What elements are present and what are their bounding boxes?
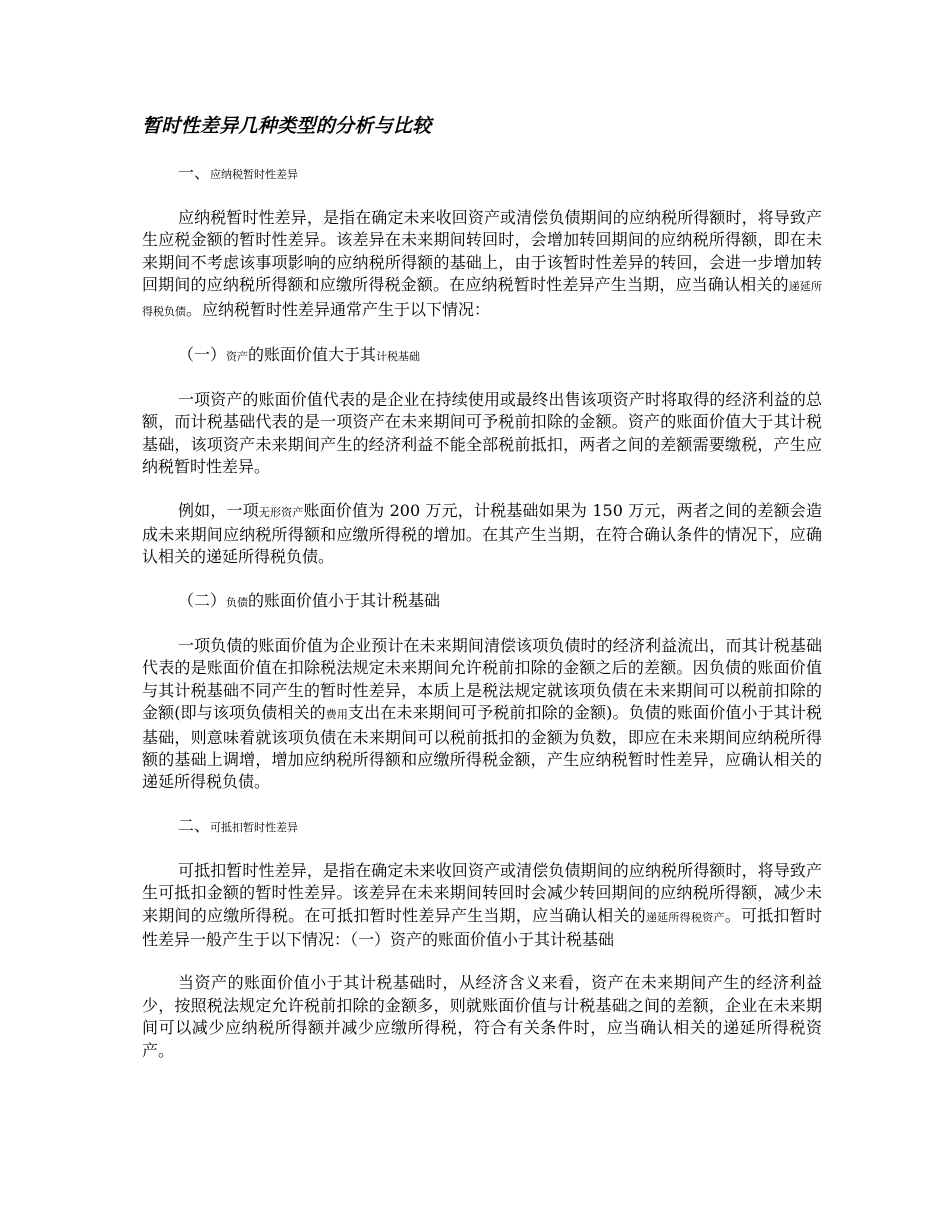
term-link: 费用: [325, 708, 349, 722]
section-heading-2-number: 二、: [178, 815, 211, 835]
subsection-number: （二）: [178, 590, 227, 610]
term-link: 负债: [226, 595, 249, 609]
paragraph-liability: [142, 635, 822, 794]
paragraph-text: 可抵扣暂时性差异，是指在确定未来收回资产或清偿负债期间的应纳税所得额时，将导致产生可抵扣金额的暂时性差异。该差异在未来期间转回时会减少转回期间的应纳税所得额，减少未来期间的应缴所得税。在可抵扣暂时性差异产生当期，应当确认相关的: [142, 860, 822, 925]
subsection-heading-1: [178, 344, 822, 368]
paragraph-text: 。可抵扣暂时性差异一般产生于以下情况：（一）资产的账面价值小于其计税基础: [142, 905, 822, 949]
paragraph-deductible-asset: 当资产的账面价值小于其计税基础时，从经济含义来看，资产在未来期间产生的经济利益少，按照税法规定允许税前扣除的金额多，则就账面价值与计税基础之间的差额，企业在未来期间可以减少应纳税所得额并减少应缴所得税，符合有关条件时，应当确认相关的递延所得税资产。: [142, 973, 822, 1060]
paragraph-deductible-definition: [142, 860, 822, 952]
document-page: [142, 112, 822, 1083]
term-link: 递延所得税资产: [645, 910, 725, 924]
section-heading-1-number: 一、: [178, 163, 211, 182]
document-title: 暂时性差异几种类型的分析与比较: [142, 115, 432, 137]
section-heading-1-text: 应纳税暂时性差异: [210, 168, 299, 181]
paragraph-example: [142, 500, 822, 569]
term-link: 计税基础: [376, 350, 421, 364]
paragraph-text: 应纳税暂时性差异，是指在确定未来收回资产或清偿负债期间的应纳税所得额时，将导致产生应税金额的暂时性差异。该差异在未来期间转回时，会增加转回期间的应纳税所得额，即在未来期间不考虑该事项影响的应纳税所得额的基础上，由于该暂时性差异的转回，会进一步增加转回期间的应纳税所得额和应缴所得税金额。在应纳税暂时性差异产生当期，应当确认相关的: [142, 208, 822, 295]
paragraph-text: 账面价值为 200 万元，计税基础如果为 150 万元，两者之间的差额会造成未来期间应纳税所得额和应缴所得税的增加。在其产生当期，在符合确认条件的情况下，应确认相关的递延所得税负债。: [142, 500, 822, 567]
term-link: 递延所得税负债: [142, 280, 822, 318]
subsection-heading-2: [178, 590, 822, 614]
paragraph-text: 一项负债的账面价值为企业预计在未来期间清偿该项负债时的经济利益流出，而其计税基础代表的是账面价值在扣除税法规定未来期间允许税前扣除的金额之后的差额。因负债的账面价值与其计税基础不同产生的暂时性差异，本质上是税法规定就该项负债在未来期间可以税前扣除的金额(即与该项负债相关的: [142, 635, 822, 723]
paragraph-text: 支出在未来期间可予税前扣除的金额)。负债的账面价值小于其计税基础，则意味着就该项负债在未来期间可以税前抵扣的金额为负数，即应在未来期间应纳税所得额的基础上调增，增加应纳税所得额和应缴所得税金额，产生应纳税暂时性差异，应确认相关的递延所得税负债。: [142, 703, 822, 792]
section-heading-1: [178, 162, 822, 186]
paragraph-text: 例如，一项: [178, 500, 259, 520]
subsection-number: （一）: [178, 345, 227, 365]
term-link: 资产: [226, 350, 249, 364]
subsection-text: 的账面价值大于其: [248, 345, 377, 365]
paragraph-asset-carrying-value: 一项资产的账面价值代表的是企业在持续使用或最终出售该项资产时将取得的经济利益的总额，而计税基础代表的是一项资产在未来期间可予税前扣除的金额。资产的账面价值大于其计税基础，该项资产未来期间产生的经济利益不能全部税前抵扣，两者之间的差额需要缴税，产生应纳税暂时性差异。: [142, 390, 822, 477]
paragraph-taxable-definition: [142, 207, 822, 323]
subsection-text: 的账面价值小于其计税基础: [248, 590, 441, 610]
section-heading-2: [178, 815, 822, 839]
paragraph-text: 。应纳税暂时性差异通常产生于以下情况：: [186, 299, 491, 319]
section-heading-2-text: 可抵扣暂时性差异: [210, 820, 299, 834]
term-link: 无形资产: [258, 505, 304, 519]
